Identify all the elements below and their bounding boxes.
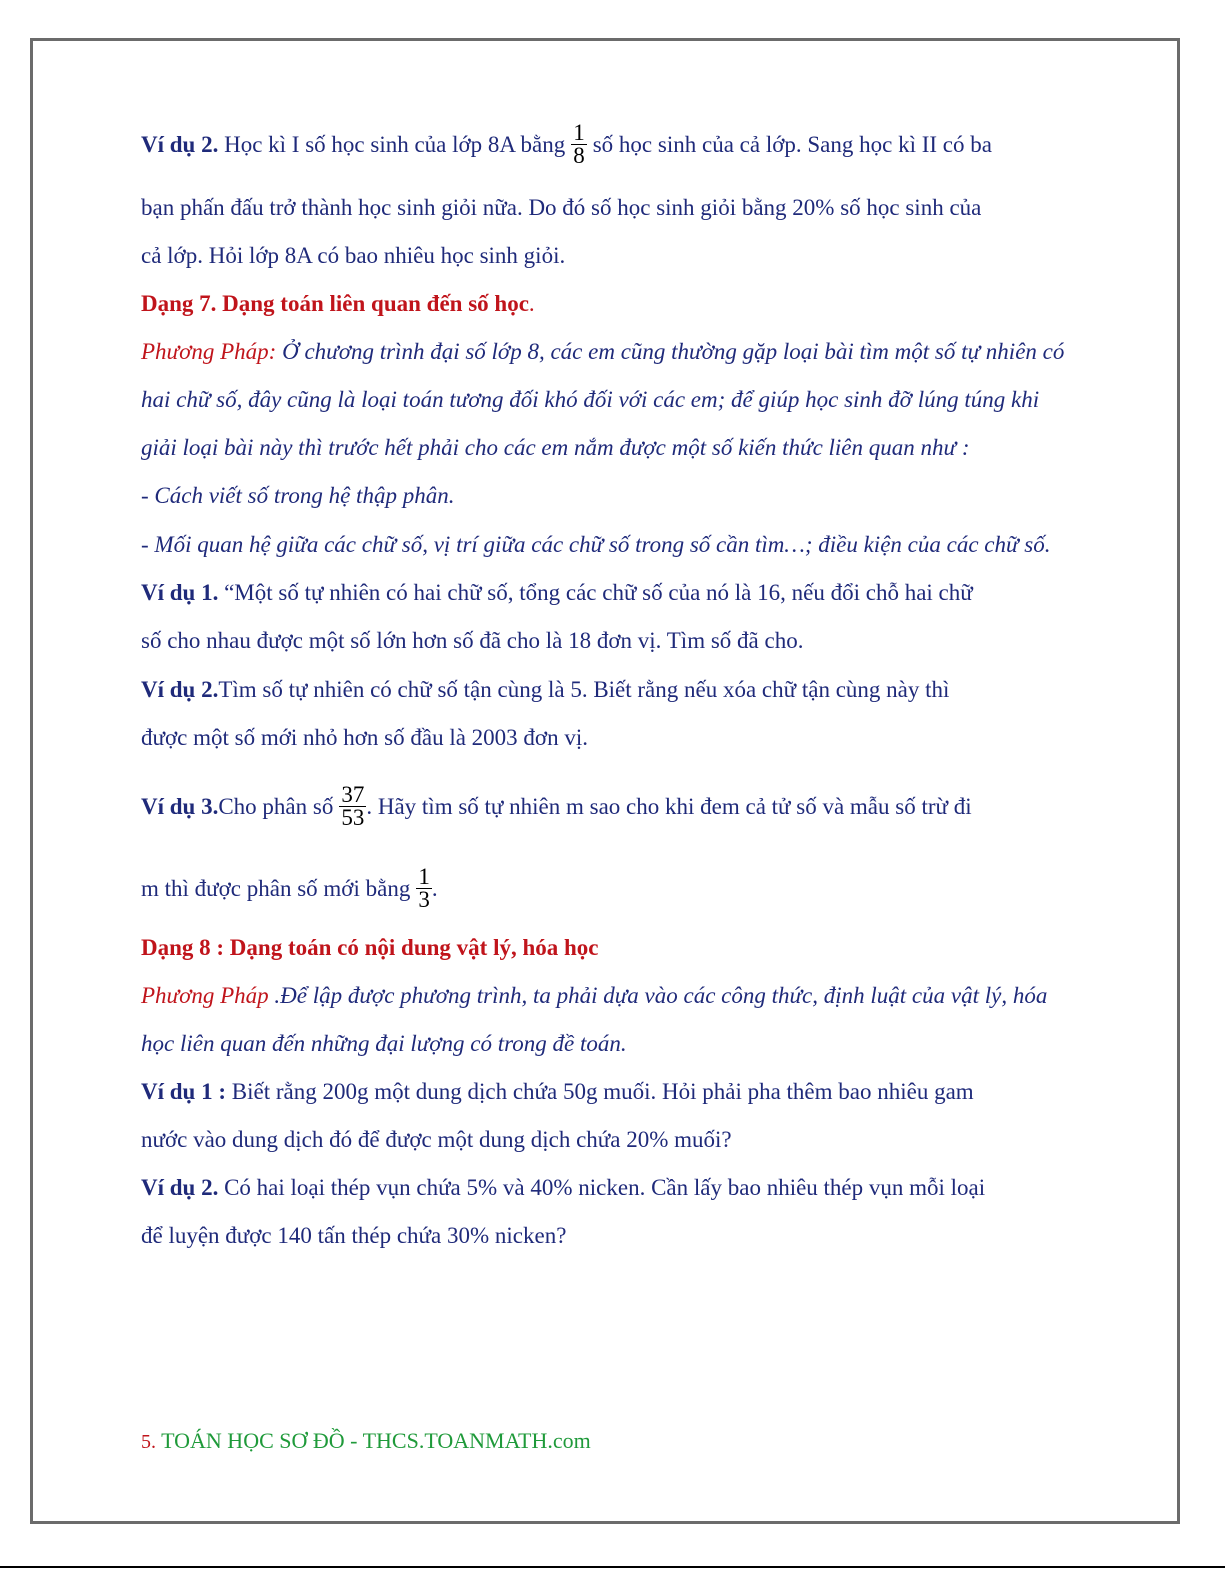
example-label: Ví dụ 2. (141, 131, 219, 157)
dang-8-example-2-line-2: để luyện được 140 tấn thép chứa 30% nicken? (141, 1223, 567, 1248)
footer-site-text: TOÁN HỌC SƠ ĐỒ - THCS.TOANMATH.com (156, 1428, 591, 1453)
method-label: Phương Pháp: (141, 339, 277, 364)
bottom-divider (0, 1566, 1225, 1568)
example-2-line-1: Ví dụ 2. Học kì I số học sinh của lớp 8A bằng $\frac{1}{8}$ số học sinh của cả lớp. Sang học kì II có ba (141, 120, 992, 168)
dang-7-example-2-line-1: Ví dụ 2.Tìm số tự nhiên có chữ số tận cùng là 5. Biết rằng nếu xóa chữ tận cùng này thì (141, 677, 950, 702)
page-number: 5. (141, 1431, 156, 1453)
method-label: Phương Pháp (141, 983, 269, 1008)
section-heading-dang-8: Dạng 8 : Dạng toán có nội dung vật lý, hóa học (141, 935, 599, 960)
dang-7-example-3-line-2: m thì được phân số mới bằng $\frac{1}{3}$ . (141, 864, 438, 912)
method-dang-8-line-2: học liên quan đến những đại lượng có trong đề toán. (141, 1031, 627, 1056)
section-heading-dang-7: Dạng 7. Dạng toán liên quan đến số học. (141, 291, 535, 316)
dang-7-example-2-line-2: được một số mới nhỏ hơn số đầu là 2003 đơn vị. (141, 725, 588, 750)
dang-7-example-1-line-1: Ví dụ 1. “Một số tự nhiên có hai chữ số, tổng các chữ số của nó là 16, nếu đổi chỗ hai chữ (141, 580, 973, 605)
dang-8-example-2-line-1: Ví dụ 2. Có hai loại thép vụn chứa 5% và 40% nicken. Cần lấy bao nhiêu thép vụn mỗi loại (141, 1175, 986, 1200)
dang-7-example-1-line-2: số cho nhau được một số lớn hơn số đã cho là 18 đơn vị. Tìm số đã cho. (141, 628, 804, 653)
dang-8-example-1-line-1: Ví dụ 1 : Biết rằng 200g một dung dịch chứa 50g muối. Hỏi phải pha thêm bao nhiêu gam (141, 1079, 974, 1104)
method-dang-7-line-2: hai chữ số, đây cũng là loại toán tương đối khó đối với các em; để giúp học sinh đỡ lúng túng khi (141, 387, 1040, 412)
fraction-1-8: $\frac{1}{8}$ (573, 120, 585, 168)
method-dang-7-line-1: Phương Pháp: Ở chương trình đại số lớp 8, các em cũng thường gặp loại bài tìm một số tự nhiên có (141, 339, 1065, 364)
fraction-37-53: $\frac{37}{53}$ (341, 782, 365, 830)
fraction-1-3: $\frac{1}{3}$ (418, 864, 430, 912)
method-dang-7-line-3: giải loại bài này thì trước hết phải cho các em nắm được một số kiến thức liên quan như : (141, 435, 970, 460)
dang-8-example-1-line-2: nước vào dung dịch đó để được một dung dịch chứa 20% muối? (141, 1127, 732, 1152)
page-footer (141, 1428, 591, 1454)
example-2-line-2: bạn phấn đấu trở thành học sinh giỏi nữa. Do đó số học sinh giỏi bằng 20% số học sinh của (141, 195, 982, 220)
bullet-1: - Cách viết số trong hệ thập phân. (141, 483, 455, 508)
example-2-line-3: cả lớp. Hỏi lớp 8A có bao nhiêu học sinh giỏi. (141, 243, 566, 268)
method-dang-8-line-1: Phương Pháp .Để lập được phương trình, ta phải dựa vào các công thức, định luật của vật lý, hóa (141, 983, 1048, 1008)
bullet-2: - Mối quan hệ giữa các chữ số, vị trí giữa các chữ số trong số cần tìm…; điều kiện của các chữ số. (141, 532, 1051, 557)
dang-7-example-3-line-1: Ví dụ 3.Cho phân số $\frac{37}{53}$ . Hãy tìm số tự nhiên m sao cho khi đem cả tử số và mẫu số trừ đi (141, 782, 972, 830)
